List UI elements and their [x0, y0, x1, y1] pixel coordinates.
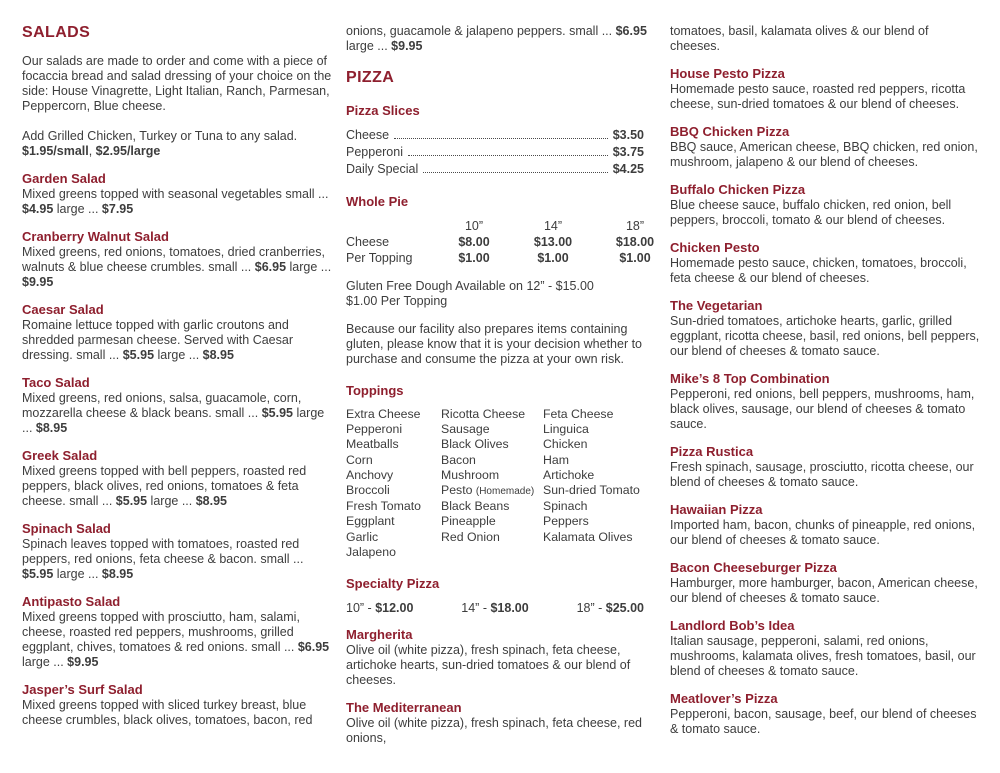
item-description: Fresh spinach, sausage, prosciutto, ricotta cheese, our blend of cheeses & tomato sauce.	[670, 460, 974, 489]
salad-item	[22, 171, 332, 217]
topping: Chicken	[543, 437, 588, 452]
specialty-item-list	[346, 627, 656, 746]
specialty-pizza-item	[670, 66, 980, 112]
specialty-size-price: 10” - $12.00	[346, 601, 414, 616]
item-name: Meatlover’s Pizza	[670, 691, 778, 706]
slice-price: $3.50	[612, 128, 644, 142]
dotted-leader	[408, 155, 608, 156]
topping: Ricotta Cheese	[441, 407, 526, 421]
salads-intro: Our salads are made to order and come with a piece of focaccia bread and salad dressing of your choice on the side: House Vinagrette, Light Italian, Ranch, Parmesan, Peppercorn, Blue cheese.	[22, 54, 332, 113]
topping: Jalapeno	[346, 544, 396, 559]
column-specialty-continued	[670, 24, 980, 763]
item-name: Bacon Cheeseburger Pizza	[670, 560, 837, 575]
item-name: Jasper’s Surf Salad	[22, 682, 143, 697]
topping: Eggplant	[346, 514, 395, 529]
item-name: Mike’s 8 Top Combination	[670, 371, 830, 386]
item-description: Mixed greens topped with sliced turkey breast, blue cheese crumbles, black olives, tomatoes, bacon, red	[22, 698, 313, 727]
item-name: House Pesto Pizza	[670, 66, 785, 81]
item-description: Mixed greens, red onions, tomatoes, dried cranberries, walnuts & blue cheese crumbles. small ... $6.95 large ... $9.95	[22, 245, 332, 289]
item-name: Hawaiian Pizza	[670, 502, 763, 517]
topping: Linguica	[543, 422, 589, 437]
pizza-continuation-text: tomatoes, basil, kalamata olives & our blend of cheeses.	[670, 24, 929, 53]
topping: Feta Cheese	[543, 407, 614, 421]
item-description: Hamburger, more hamburger, bacon, American cheese, our blend of cheeses & tomato sauce.	[670, 576, 978, 605]
pie-corner-cell	[346, 218, 438, 234]
item-description: Romaine lettuce topped with garlic croutons and shredded parmesan cheese. Served with Caesar dressing. small ... $5.95 large ... $8.95	[22, 318, 293, 362]
item-name: Taco Salad	[22, 375, 90, 390]
item-description: Mixed greens topped with seasonal vegetables small ... $4.95 large ... $7.95	[22, 187, 329, 216]
topping: Sun-dried Tomato	[543, 483, 640, 498]
item-name: Buffalo Chicken Pizza	[670, 182, 806, 197]
item-name: Garden Salad	[22, 171, 106, 186]
slice-price: $4.25	[612, 162, 644, 176]
topping	[543, 545, 656, 560]
item-name: BBQ Chicken Pizza	[670, 124, 790, 139]
salad-continuation-text: onions, guacamole & jalapeno peppers. small ... $6.95 large ... $9.95	[346, 24, 647, 53]
specialty-size-price: 18” - $25.00	[576, 601, 644, 616]
item-description: Pepperoni, bacon, sausage, beef, our blend of cheeses & tomato sauce.	[670, 707, 977, 736]
topping: Bacon	[441, 452, 476, 467]
item-description: Mixed greens topped with prosciutto, ham, salami, cheese, roasted red peppers, mushrooms, grilled eggplant, chives, tomatoes & red onions. small ... $6.95 large ... $9.95	[22, 610, 330, 669]
whole-pie-table	[346, 218, 656, 266]
topping: Anchovy	[346, 467, 394, 482]
specialty-pizza-item	[670, 124, 980, 170]
salads-section-title: SALADS	[22, 24, 91, 41]
column-salads	[22, 24, 332, 763]
item-name: Antipasto Salad	[22, 594, 121, 609]
pie-size-header: 18”	[625, 219, 645, 233]
topping: Pepperoni	[346, 422, 403, 437]
item-description: Olive oil (white pizza), fresh spinach, feta cheese, red onions,	[346, 716, 642, 746]
pie-price: $1.00	[619, 251, 651, 265]
topping: Broccoli	[346, 483, 390, 498]
specialty-pizza-item	[670, 444, 980, 490]
gluten-free-line2: $1.00 Per Topping	[346, 294, 448, 308]
item-name: Greek Salad	[22, 448, 98, 463]
topping: Pineapple	[441, 514, 496, 529]
slice-label: Cheese	[346, 128, 390, 142]
salad-item	[22, 521, 332, 582]
item-description: Blue cheese sauce, buffalo chicken, red onion, bell peppers, broccoli, tomato & our blend of cheeses.	[670, 198, 952, 227]
pizza-slice-row	[346, 127, 644, 144]
item-description: BBQ sauce, American cheese, BBQ chicken, red onion, mushroom, jalapeno & our blend of cheeses.	[670, 140, 978, 169]
specialty-pizza-item	[670, 618, 980, 679]
specialty-pizza-item	[670, 560, 980, 606]
topping	[441, 545, 543, 560]
item-name: Margherita	[346, 627, 413, 643]
gluten-free-note	[346, 279, 656, 309]
topping: Artichoke	[543, 467, 595, 482]
topping: Black Olives	[441, 437, 509, 452]
topping: Sausage	[441, 422, 490, 437]
specialty-pizza-item	[670, 240, 980, 286]
pie-price: $1.00	[458, 251, 490, 265]
specialty-pizza-item	[670, 502, 980, 548]
topping: Extra Cheese	[346, 407, 421, 421]
salad-item	[22, 448, 332, 509]
item-name: The Vegetarian	[670, 298, 763, 313]
pizza-section-title: PIZZA	[346, 69, 395, 86]
pie-size-header: 14”	[543, 219, 563, 233]
pizza-slices-list	[346, 127, 644, 178]
item-name: Pizza Rustica	[670, 444, 754, 459]
slice-label: Pepperoni	[346, 145, 403, 159]
salad-item	[22, 302, 332, 363]
topping: Mushroom	[441, 467, 500, 482]
whole-pie-title: Whole Pie	[346, 194, 409, 209]
pie-size-header: 10”	[464, 219, 484, 233]
item-name: Landlord Bob’s Idea	[670, 618, 795, 633]
item-description: Homemade pesto sauce, chicken, tomatoes, broccoli, feta cheese & our blend of cheeses.	[670, 256, 967, 285]
toppings-grid	[346, 407, 656, 560]
item-description: Spinach leaves topped with tomatoes, roasted red peppers, red onions, feta cheese & bacon. small ... $5.95 large ... $8.95	[22, 537, 304, 581]
topping: Spinach	[543, 499, 588, 514]
topping: Garlic	[346, 529, 379, 544]
item-description: Homemade pesto sauce, roasted red peppers, ricotta cheese, sun-dried tomatoes & our blend of cheeses.	[670, 82, 966, 111]
item-description: Imported ham, bacon, chunks of pineapple, red onions, our blend of cheeses & tomato sauce.	[670, 518, 976, 547]
specialty-price-line	[346, 601, 644, 615]
pie-price: $8.00	[458, 235, 490, 249]
item-description: Mixed greens, red onions, salsa, guacamole, corn, mozzarella cheese & black beans. small ... $5.95 large ... $8.95	[22, 391, 325, 435]
topping: Ham	[543, 452, 569, 467]
toppings-title: Toppings	[346, 383, 404, 398]
column-pizza	[346, 24, 656, 763]
salad-item-list	[22, 171, 332, 728]
topping: Peppers	[543, 514, 589, 529]
salad-item	[22, 375, 332, 436]
slice-price: $3.75	[612, 145, 644, 159]
specialty-size-price: 14” - $18.00	[461, 601, 529, 616]
pie-row-label: Per Topping	[346, 251, 413, 265]
pie-row-label: Cheese	[346, 235, 390, 249]
specialty-pizza-item	[670, 691, 980, 737]
item-name: The Mediterranean	[346, 700, 462, 716]
item-description: Italian sausage, pepperoni, salami, red onions, mushrooms, kalamata olives, fresh tomatoes, basil, our blend of cheeses & tomato sauce.	[670, 634, 976, 678]
salad-item	[22, 682, 332, 728]
specialty-pizza-title: Specialty Pizza	[346, 576, 440, 592]
item-description: Sun-dried tomatoes, artichoke hearts, garlic, grilled eggplant, ricotta cheese, basil, red onions, bell peppers, our blend of cheeses & tomato sauce.	[670, 314, 980, 358]
pizza-slice-row	[346, 161, 644, 178]
salad-item	[22, 594, 332, 670]
item-name: Caesar Salad	[22, 302, 104, 317]
pizza-slice-row	[346, 144, 644, 161]
topping: Black Beans	[441, 499, 510, 514]
dotted-leader	[394, 138, 608, 139]
salad-item	[22, 229, 332, 290]
item-description: Mixed greens topped with bell peppers, roasted red peppers, black olives, red onions, tomatoes & feta cheese. small ... $5.95 large ... $8.95	[22, 464, 307, 508]
specialty-item-list-continued	[670, 66, 980, 737]
item-description: Pepperoni, red onions, bell peppers, mushrooms, ham, black olives, sausage, our blend of cheeses & tomato sauce.	[670, 387, 975, 431]
item-description: Olive oil (white pizza), fresh spinach, feta cheese, artichoke hearts, sun-dried tomatoes & our blend of cheeses.	[346, 643, 631, 688]
item-name: Cranberry Walnut Salad	[22, 229, 169, 244]
slice-label: Daily Special	[346, 162, 419, 176]
item-name: Spinach Salad	[22, 521, 111, 536]
topping: Corn	[346, 452, 373, 467]
specialty-pizza-item	[670, 371, 980, 432]
dotted-leader	[423, 172, 607, 173]
pizza-slices-title: Pizza Slices	[346, 103, 420, 118]
gluten-disclaimer: Because our facility also prepares items containing gluten, please know that it is your decision whether to purchase and consume the pizza at your own risk.	[346, 322, 643, 366]
pie-price: $1.00	[537, 251, 569, 265]
specialty-pizza-item	[670, 298, 980, 359]
specialty-pizza-item	[346, 627, 656, 688]
topping: Kalamata Olives	[543, 529, 633, 544]
topping: Red Onion	[441, 529, 500, 544]
topping: Meatballs	[346, 437, 399, 452]
topping: Fresh Tomato	[346, 499, 421, 514]
specialty-pizza-item	[670, 182, 980, 228]
salads-addon: Add Grilled Chicken, Turkey or Tuna to any salad. $1.95/small, $2.95/large	[22, 129, 298, 158]
pie-price: $18.00	[615, 235, 655, 249]
specialty-pizza-item	[346, 700, 656, 746]
topping: Pesto (Homemade)	[441, 483, 535, 498]
item-name: Chicken Pesto	[670, 240, 760, 255]
gluten-free-line1: Gluten Free Dough Available on 12” - $15.00	[346, 279, 594, 293]
pie-price: $13.00	[533, 235, 573, 249]
